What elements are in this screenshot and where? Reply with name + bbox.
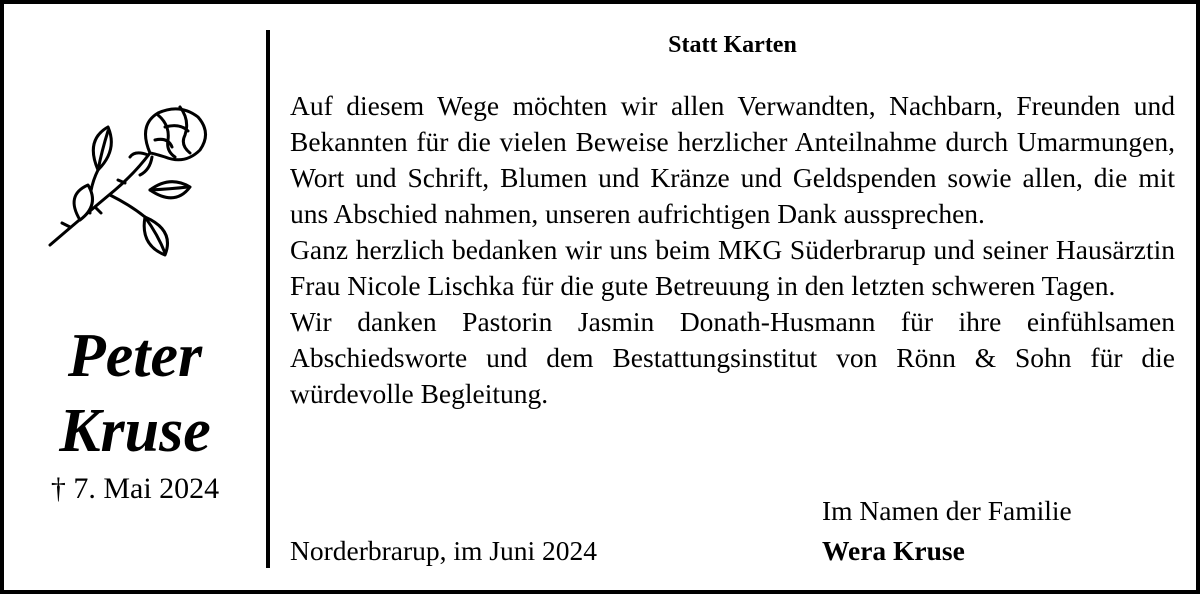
vertical-divider [266, 30, 270, 568]
family-signature-name: Wera Kruse [822, 535, 965, 566]
place-date: Norderbrarup, im Juni 2024 [290, 535, 598, 566]
deceased-first-name: Peter [67, 322, 203, 390]
family-label: Im Namen der Familie [822, 495, 1072, 526]
notice-heading: Statt Karten [668, 32, 797, 58]
paragraph-care: Ganz herzlich bedanken wir uns beim MKG Süderbrarup und seiner Hausärztin Frau Nicole Lischka für die gute Betreuung in den letzten schweren Tagen. [290, 234, 1175, 301]
death-date: † 7. Mai 2024 [50, 472, 220, 505]
deceased-last-name: Kruse [59, 397, 211, 465]
paragraph-thanks: Auf diesem Wege möchten wir allen Verwandten, Nachbarn, Freunden und Bekannten für die vielen Beweise herzlicher Anteilnahme durch Umarmungen, Wort und Schrift, Blumen und Kränze und Geldspenden sowie allen, die mit uns Abschied nahmen, unseren aufrichtigen Dank aussprechen. [290, 90, 1175, 229]
rose-icon [40, 95, 215, 270]
notice-body [290, 88, 1175, 412]
paragraph-funeral: Wir danken Pastorin Jasmin Donath-Husmann für ihre einfühlsamen Abschiedsworte und dem Bestattungsinstitut von Rönn & Sohn für die würdevolle Begleitung. [290, 306, 1175, 409]
